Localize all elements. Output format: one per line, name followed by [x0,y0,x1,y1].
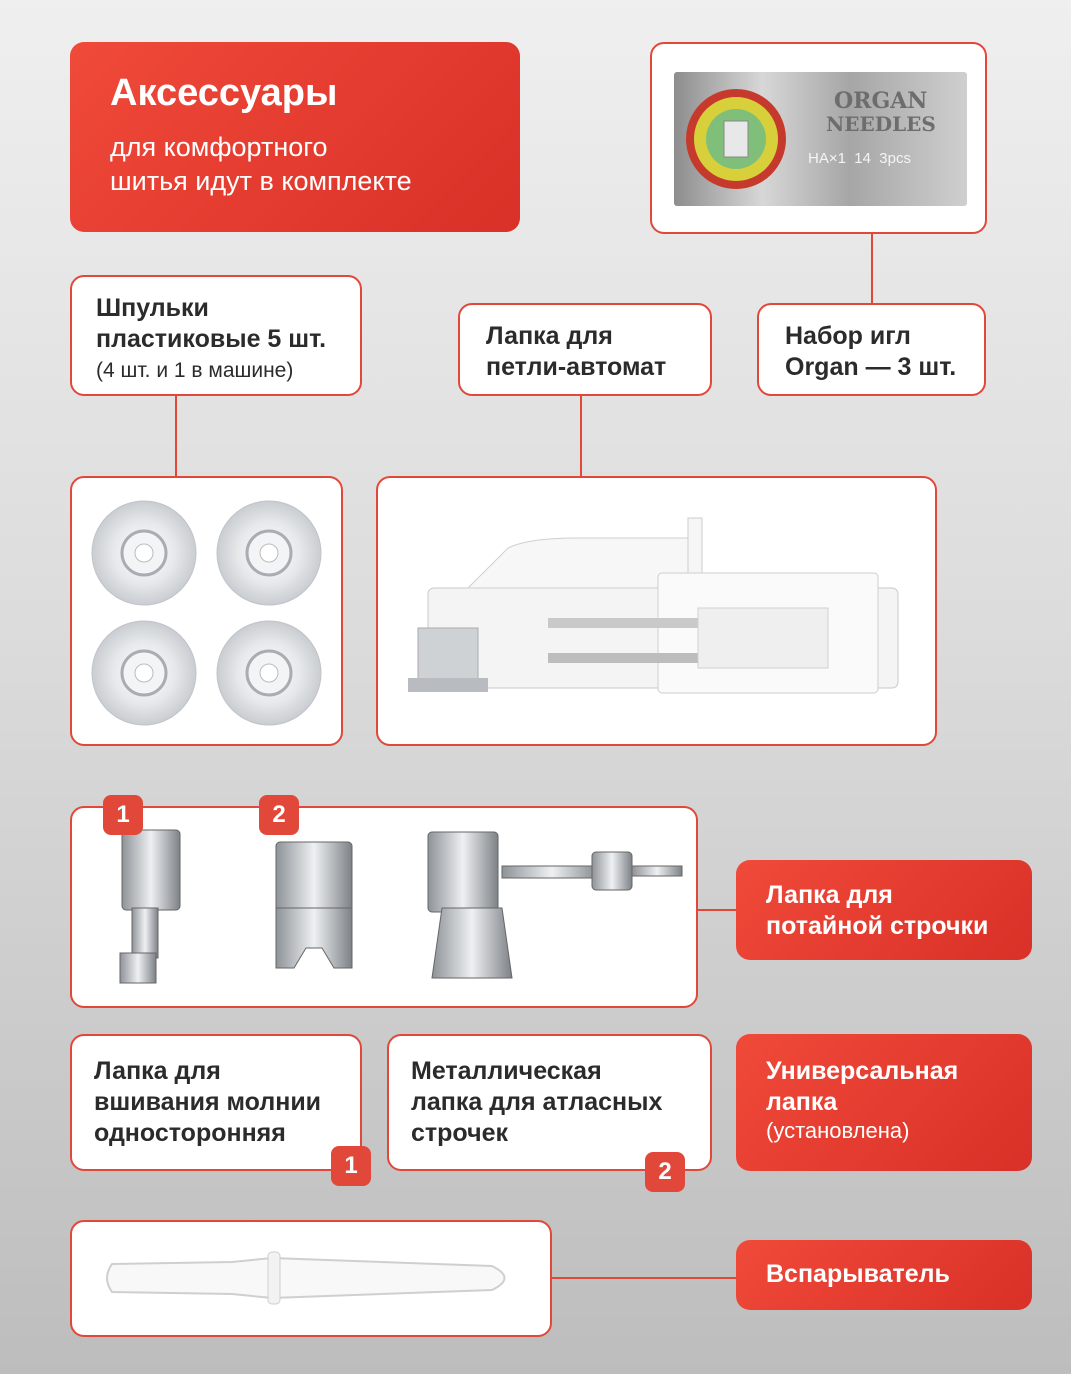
zipper-label-line2: вшивания молнии [94,1088,322,1116]
universal-label-line2: лапка [766,1088,838,1116]
bobbin-icon [92,621,196,725]
seam-ripper-icon [72,1222,550,1335]
satin-label-line2: лапка для атласных [411,1088,663,1116]
zipper-label-line1: Лапка для [94,1057,221,1085]
feet-image-box [70,806,698,1008]
universal-foot-icon [276,842,352,968]
bobbin-icon [217,621,321,725]
blind-stitch-label-line1: Лапка для [766,881,893,909]
blind-stitch-label [736,860,1032,960]
zipper-foot-icon [120,830,180,983]
seam-ripper-image-box [70,1220,552,1337]
bobbins-label [70,275,362,396]
seam-ripper-label-line1: Вспарыватель [766,1260,950,1288]
header-banner [70,42,520,232]
bobbin-icon [92,501,196,605]
needles-label [757,303,986,396]
bobbins-label-line1: Шпульки [96,294,209,322]
connector-buttonhole [580,396,582,476]
bobbin-icon [217,501,321,605]
bobbins-label-sub: (4 шт. и 1 в машине) [96,359,294,382]
badge-1-top: 1 [103,795,143,835]
buttonhole-label [458,303,712,396]
satin-label [387,1034,712,1171]
presser-feet-image [72,808,696,1006]
zipper-label-line3: односторонняя [94,1119,286,1147]
connector-blind-stitch [698,909,736,911]
needles-pack-image [674,72,967,206]
page-subtitle-2: шитья идут в комплекте [110,166,412,196]
needles-brand-2: NEEDLES [826,112,936,136]
needles-logo-icon [686,89,786,189]
bobbins-image-box [70,476,343,746]
connector-bobbins [175,396,177,476]
satin-label-line1: Металлическая [411,1057,602,1085]
page-subtitle-1: для комфортного [110,132,328,162]
universal-label [736,1034,1032,1171]
page-title: Аксессуары [110,72,338,114]
badge-2-bottom: 2 [645,1152,685,1192]
badge-2-top: 2 [259,795,299,835]
connector-seam-ripper [552,1277,736,1279]
blind-stitch-label-line2: потайной строчки [766,912,989,940]
blind-stitch-foot-icon [428,832,682,978]
buttonhole-image-box [376,476,937,746]
needles-label-line2: Organ — 3 шт. [785,353,957,381]
needles-image-box [650,42,987,234]
seam-ripper-label [736,1240,1032,1310]
zipper-label [70,1034,362,1171]
badge-1-bottom: 1 [331,1146,371,1186]
buttonhole-foot-image [378,478,935,744]
needles-brand-1: ORGAN [834,88,928,114]
bobbins-image [72,478,341,744]
buttonhole-label-line1: Лапка для [486,322,613,350]
universal-label-sub: (установлена) [766,1118,910,1143]
needles-spec: HA×1 14 3pcs [808,150,911,167]
bobbins-label-line2: пластиковые 5 шт. [96,325,327,353]
buttonhole-label-line2: петли-автомат [486,353,667,381]
universal-label-line1: Универсальная [766,1057,959,1085]
satin-label-line3: строчек [411,1119,508,1147]
connector-needles [871,234,873,304]
needles-label-line1: Набор игл [785,322,911,350]
